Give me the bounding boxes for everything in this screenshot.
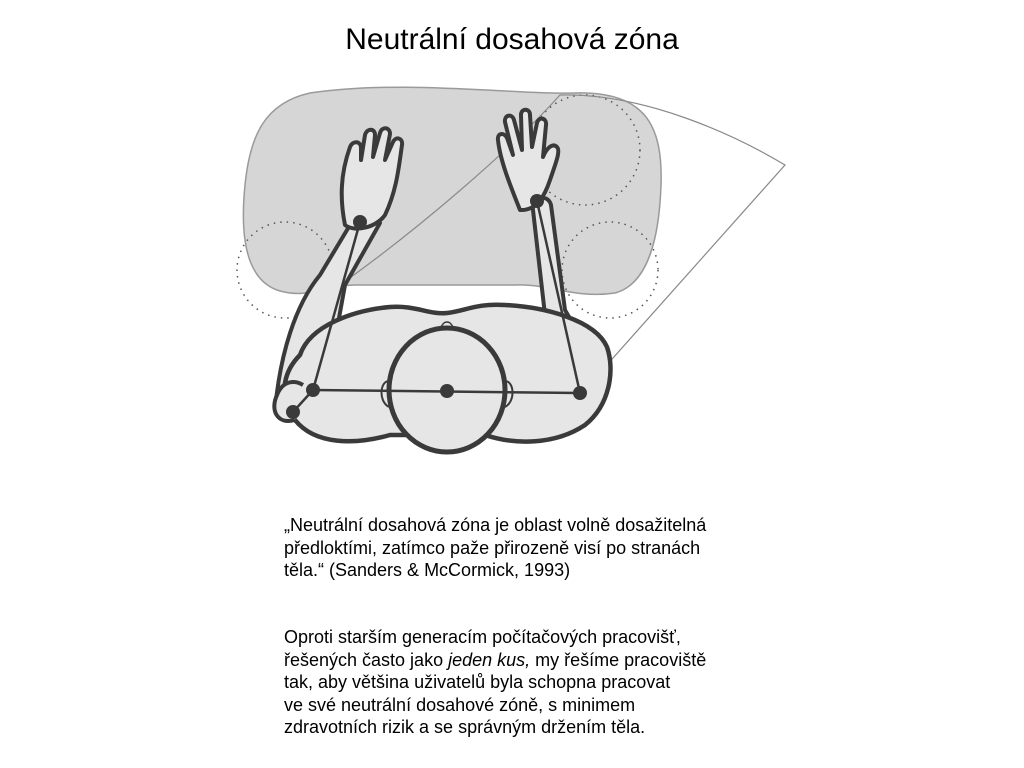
body-line: ve své neutrální dosahové zóně, s minimem bbox=[284, 694, 636, 715]
body-text: my řešíme pracoviště bbox=[530, 649, 707, 670]
body-line bbox=[284, 649, 804, 672]
joint-left-shoulder bbox=[306, 383, 320, 397]
joint-neck bbox=[440, 384, 454, 398]
neutral-reach-zone-illustration bbox=[215, 85, 795, 465]
body-line: tak, aby většina uživatelů byla schopna pracovat bbox=[284, 672, 671, 692]
quote-line: těla.“ (Sanders & McCormick, 1993) bbox=[284, 560, 571, 580]
citation-quote bbox=[284, 514, 804, 582]
emphasized-phrase: jeden kus, bbox=[448, 649, 531, 670]
quote-line: „Neutrální dosahová zóna je oblast volně dosažitelná bbox=[284, 515, 707, 535]
body-text: řešených často jako bbox=[284, 649, 449, 670]
joint-right-wrist bbox=[530, 194, 544, 208]
joint-left-elbow bbox=[286, 405, 300, 419]
neutral-reach-zone-area bbox=[243, 87, 661, 294]
joint-left-wrist bbox=[353, 215, 367, 229]
quote-line: předloktími, zatímco paže přirozeně visí po stranách bbox=[284, 537, 701, 558]
description-paragraph bbox=[284, 626, 804, 739]
joint-right-shoulder bbox=[573, 386, 587, 400]
body-line: Oproti starším generacím počítačových pracovišť, bbox=[284, 627, 681, 647]
slide-title: Neutrální dosahová zóna bbox=[345, 23, 679, 56]
body-line: zdravotních rizik a se správným držením těla. bbox=[284, 717, 646, 737]
